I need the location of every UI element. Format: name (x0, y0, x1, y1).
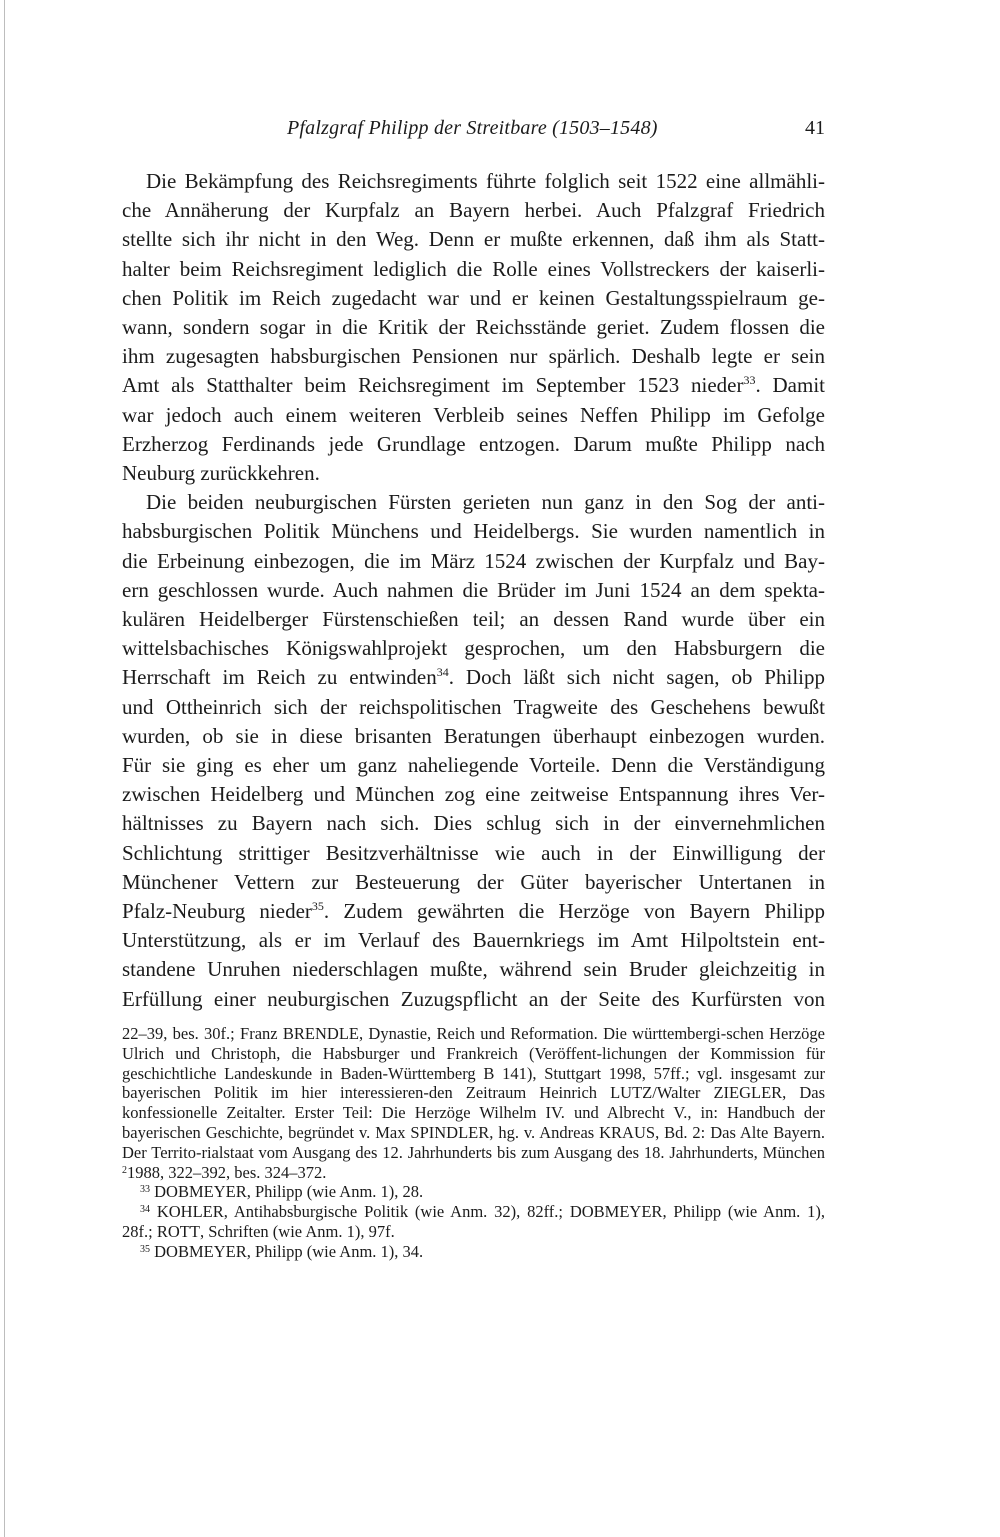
text-line: Für sie ging es eher um ganz naheliegende Vorteile. Denn die Verständigung (122, 753, 825, 778)
text-line: wann, sondern sogar in die Kritik der Reichsstände geriet. Zudem flossen die (122, 315, 825, 340)
text-line (122, 371, 825, 400)
text-line: Erfüllung einer neuburgischen Zuzugspflicht an der Seite des Kurfürsten von (122, 986, 825, 1011)
text-line: ern geschlossen wurde. Auch nahmen die Brüder im Juni 1524 an dem spekta- (122, 577, 825, 602)
text-line: Die Bekämpfung des Reichsregiments führte folglich seit 1522 eine allmähli- (146, 169, 825, 193)
text-line: stellte sich ihr nicht in den Weg. Denn er mußte erkennen, daß ihm als Statt- (122, 227, 825, 252)
text-line: standene Unruhen niederschlagen mußte, während sein Bruder gleichzeitig in (122, 957, 825, 982)
footnotes (122, 1024, 825, 1262)
text-segment: , Philipp (wie Anm. 1), 28f.; (122, 1202, 825, 1241)
text-segment: , Dynastie, Reich und Reformation. Die württembergi-schen Herzöge Ulrich und Christoph, die Habsburger und Frankreich (Veröffent-lichungen der Kommission für geschichtliche Landeskunde in Baden-Württemberg B 141), Stuttgart 1998, 57ff.; vgl. insgesamt zur bayerischen Politik im hier interessieren-den Zeitraum Heinrich (122, 1024, 825, 1103)
text-line: halter beim Reichsregiment lediglich die Rolle eines Vollstreckers der kaiserli- (122, 256, 825, 281)
paragraph-2 (122, 488, 825, 1014)
author-name: DOBMEYER (569, 1202, 663, 1222)
footnote-ref-35[interactable]: 35 (311, 899, 324, 914)
text-line (122, 897, 825, 926)
text-line: hältnisses zu Bayern nach sich. Dies schlug sich in der einvernehmlichen (122, 811, 825, 836)
body-text (122, 167, 825, 1014)
text-line: wurden, ob sie in diese brisanten Beratungen überhaupt einbezogen wurden. (122, 723, 825, 748)
author-name: KOHLER (156, 1202, 224, 1222)
author-name: KRAUS (599, 1122, 656, 1142)
text-line: Schlichtung strittiger Besitzverhältnisse wie auch in der Einwilligung der (122, 840, 825, 865)
text-line: die Erbeinung einbezogen, die im März 1524 zwischen der Kurpfalz und Bay- (122, 548, 825, 573)
text-line: wittelsbachisches Königswahlprojekt gesprochen, um den Habsburgern die (122, 636, 825, 661)
page-edge-line (4, 0, 5, 1537)
footnote-34 (122, 1202, 825, 1242)
text-segment: /Walter (652, 1083, 714, 1103)
text-segment: , Bd. 2: Das Alte Bayern. Der Territo-rialstaat vom Ausgang des 12. Jahrhunderts bis zum Ausgang des 18. Jahrhunderts, München (122, 1122, 825, 1162)
text-segment: 22–39, bes. 30f.; Franz (122, 1024, 283, 1043)
text-segment: . Zudem gewährten die Herzöge von Bayern Philipp (323, 899, 825, 924)
author-name: DOBMEYER (154, 1241, 247, 1261)
paragraph-1 (122, 167, 825, 488)
page-number: 41 (805, 117, 825, 139)
author-name: ZIEGLER (713, 1083, 783, 1103)
text-segment: Amt als Statthalter beim Reichsregiment im September 1523 nieder (122, 373, 744, 398)
text-segment: , Schriften (wie Anm. 1), 97f. (199, 1221, 395, 1241)
text-line: habsburgischen Politik Münchens und Heidelbergs. Sie wurden namentlich in (122, 519, 825, 544)
text-segment: 1988, 322–392, bes. 324–372. (127, 1162, 327, 1182)
text-segment: , Das konfessionelle Zeitalter. Erster Teil: Die Herzöge Wilhelm IV. und Albrecht V., in: Handbuch der bayerischen Geschichte, begründet v. Max (122, 1083, 825, 1142)
text-segment: , Philipp (wie Anm. 1), 34. (246, 1241, 424, 1261)
text-line: Neuburg zurückkehren. (122, 461, 320, 486)
footnote-35 (122, 1242, 825, 1262)
text-line (122, 663, 825, 692)
author-name: SPINDLER (410, 1122, 490, 1142)
text-line: Die beiden neuburgischen Fürsten gerieten nun ganz in den Sog der anti- (146, 490, 825, 515)
text-line: che Annäherung der Kurpfalz an Bayern herbei. Auch Pfalzgraf Friedrich (122, 198, 825, 223)
text-segment: . Damit (755, 373, 825, 398)
text-segment: Herrschaft im Reich zu entwinden (122, 665, 437, 690)
text-line: Erzherzog Ferdinands jede Grundlage entzogen. Darum mußte Philipp nach (122, 431, 825, 456)
author-name: DOBMEYER (154, 1182, 247, 1202)
text-line: Unterstützung, als er im Verlauf des Bauernkriegs im Amt Hilpoltstein ent- (122, 928, 825, 953)
text-segment: , hg. v. Andreas (489, 1122, 600, 1142)
author-name: BRENDLE (282, 1024, 359, 1043)
text-segment: Pfalz-Neuburg nieder (122, 899, 312, 924)
text-line: zwischen Heidelberg und München zog eine zeitweise Entspannung ihres Ver- (122, 782, 825, 807)
text-segment: , Antihabsburgische Politik (wie Anm. 32), 82ff.; (223, 1202, 570, 1222)
page-header (122, 117, 825, 145)
footnote-number: 33 (140, 1184, 150, 1196)
author-name: LUTZ (610, 1083, 653, 1103)
running-title: Pfalzgraf Philipp der Streitbare (1503–1548) (287, 117, 658, 139)
text-line: war jedoch auch einem weiteren Verbleib seines Neffen Philipp im Gefolge (122, 402, 825, 427)
text-segment: . Doch läßt sich nicht sagen, ob Philipp (448, 665, 825, 690)
footnote-continuation (122, 1024, 825, 1182)
footnote-ref-34[interactable]: 34 (436, 665, 449, 680)
footnote-number: 35 (140, 1243, 150, 1255)
text-line: Münchener Vettern zur Besteuerung der Güter bayerischer Untertanen in (122, 869, 825, 894)
author-name: ROTT (156, 1221, 200, 1241)
footnote-33 (122, 1182, 825, 1202)
footnote-ref-33[interactable]: 33 (743, 373, 756, 388)
text-line: und Ottheinrich sich der reichspolitischen Tragweite des Geschehens bewußt (122, 694, 825, 719)
edition-superscript: 2 (122, 1164, 127, 1176)
text-line: ihm zugesagten habsburgischen Pensionen nur spärlich. Deshalb legte er sein (122, 344, 825, 369)
text-line: kulären Heidelberger Fürstenschießen teil; an dessen Rand wurde über ein (122, 607, 825, 632)
text-segment: , Philipp (wie Anm. 1), 28. (246, 1182, 424, 1202)
footnote-number: 34 (140, 1204, 150, 1216)
text-line: chen Politik im Reich zugedacht war und er keinen Gestaltungsspielraum ge- (122, 285, 825, 310)
